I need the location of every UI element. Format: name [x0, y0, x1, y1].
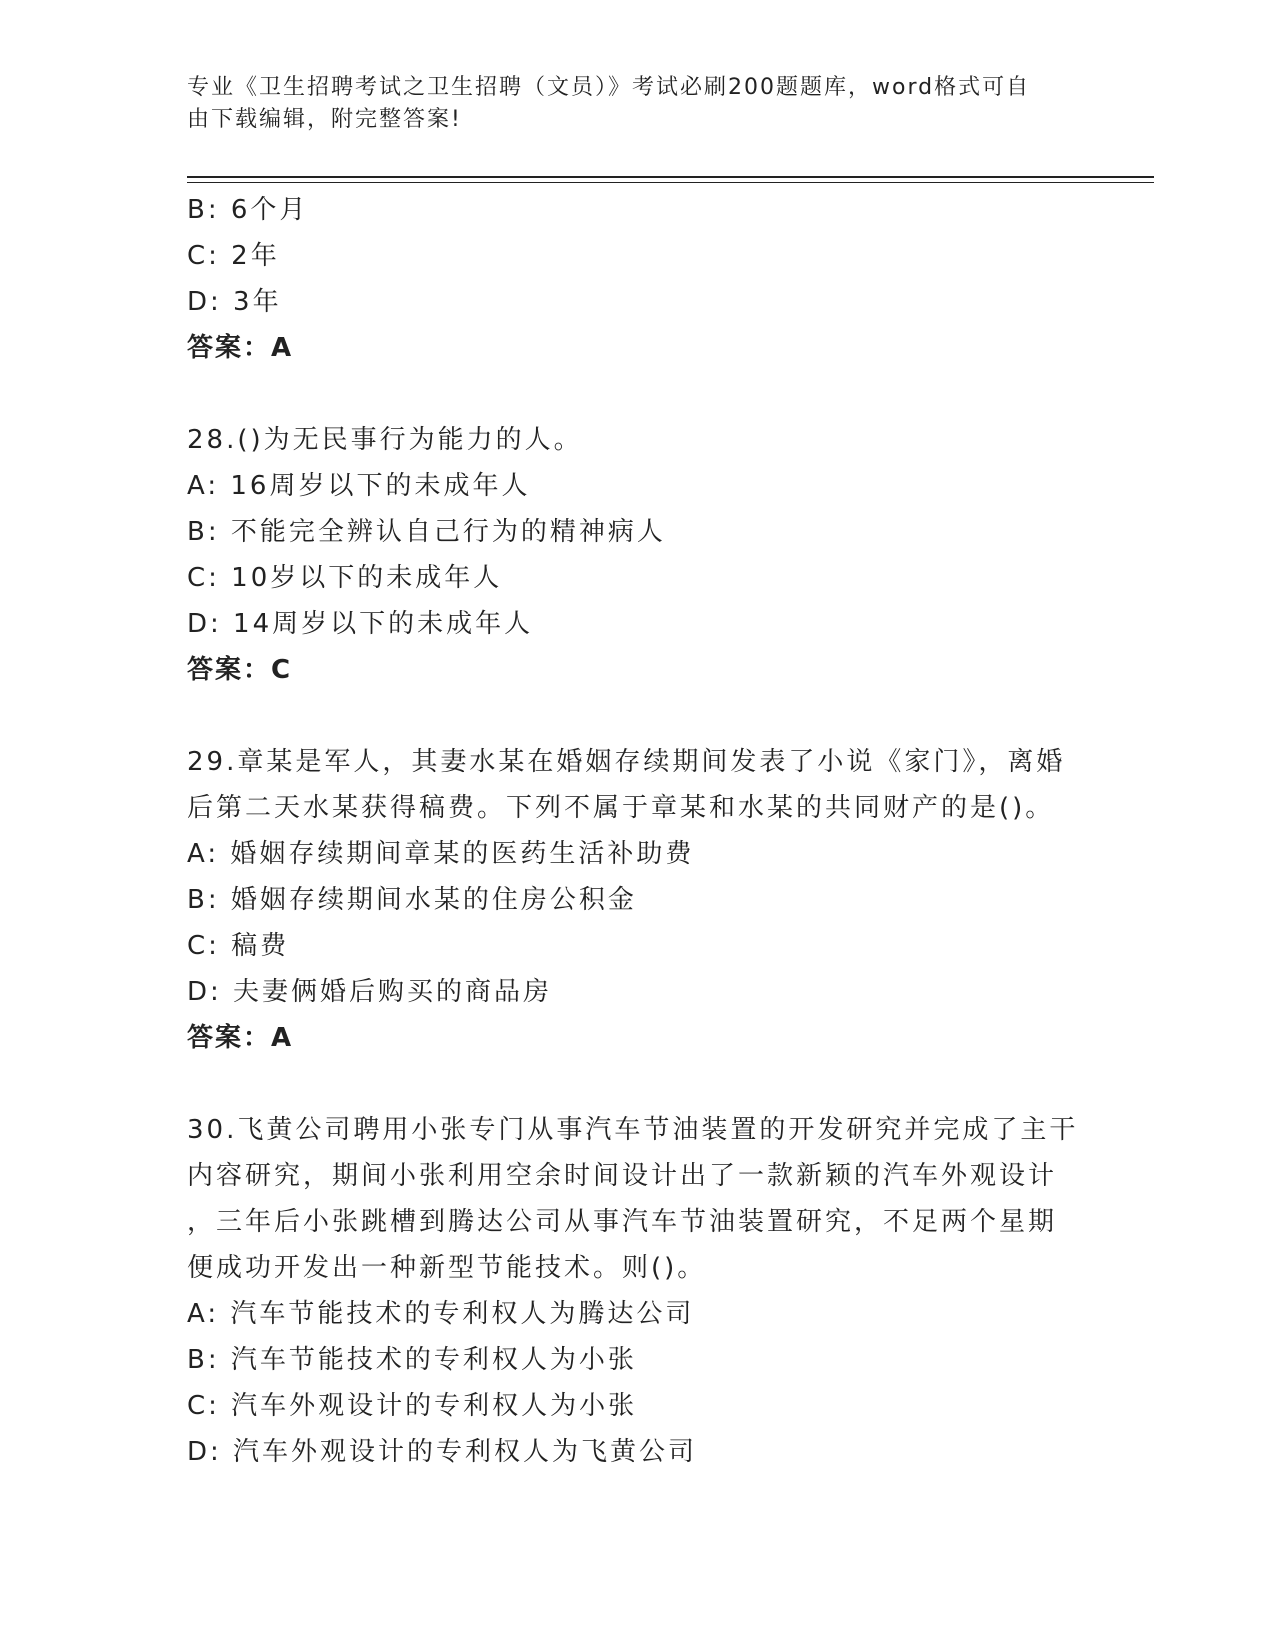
question-text: 28.()为无民事行为能力的人。 — [187, 425, 583, 455]
option-a: A: 汽车节能技术的专利权人为腾达公司 — [187, 1299, 695, 1329]
option-c: C: 10岁以下的未成年人 — [187, 563, 503, 593]
question-text-line-2: 后第二天水某获得稿费。下列不属于章某和水某的共同财产的是()。 — [187, 793, 1055, 823]
question-29 — [187, 739, 1087, 1061]
question-27-continued — [187, 187, 1087, 371]
option-d: D: 14周岁以下的未成年人 — [187, 609, 534, 639]
answer-line: 答案：A — [187, 1023, 294, 1053]
option-c: C: 2年 — [187, 241, 280, 271]
document-header — [187, 72, 1067, 136]
spacer — [187, 1061, 1087, 1107]
header-rule-thick — [187, 176, 1154, 178]
question-text-line-2: 内容研究，期间小张利用空余时间设计出了一款新颖的汽车外观设计 — [187, 1161, 1058, 1191]
option-b: B: 汽车节能技术的专利权人为小张 — [187, 1345, 637, 1375]
question-content — [187, 187, 1087, 1475]
question-text-line-1: 29.章某是军人，其妻水某在婚姻存续期间发表了小说《家门》，离婚 — [187, 747, 1066, 777]
question-text-line-3: ，三年后小张跳槽到腾达公司从事汽车节油装置研究，不足两个星期 — [187, 1207, 1058, 1237]
question-text-line-4: 便成功开发出一种新型节能技术。则()。 — [187, 1253, 707, 1283]
option-d: D: 汽车外观设计的专利权人为飞黄公司 — [187, 1437, 698, 1467]
spacer — [187, 693, 1087, 739]
question-28 — [187, 417, 1087, 693]
answer-line: 答案：A — [187, 333, 294, 363]
option-a: A: 16周岁以下的未成年人 — [187, 471, 531, 501]
header-rule-thin — [187, 182, 1154, 183]
option-d: D: 3年 — [187, 287, 282, 317]
option-b: B: 婚姻存续期间水某的住房公积金 — [187, 885, 637, 915]
option-b: B: 6个月 — [187, 195, 309, 225]
answer-line: 答案：C — [187, 655, 293, 685]
question-30 — [187, 1107, 1087, 1475]
header-line-1: 专业《卫生招聘考试之卫生招聘（文员）》考试必刷200题题库，word格式可自 — [187, 75, 1031, 100]
option-d: D: 夫妻俩婚后购买的商品房 — [187, 977, 553, 1007]
spacer — [187, 371, 1087, 417]
question-text-line-1: 30.飞黄公司聘用小张专门从事汽车节油装置的开发研究并完成了主干 — [187, 1115, 1079, 1145]
option-c: C: 稿费 — [187, 931, 290, 961]
option-c: C: 汽车外观设计的专利权人为小张 — [187, 1391, 638, 1421]
option-a: A: 婚姻存续期间章某的医药生活补助费 — [187, 839, 695, 869]
option-b: B: 不能完全辨认自己行为的精神病人 — [187, 517, 666, 547]
header-line-2: 由下载编辑，附完整答案! — [187, 107, 462, 132]
